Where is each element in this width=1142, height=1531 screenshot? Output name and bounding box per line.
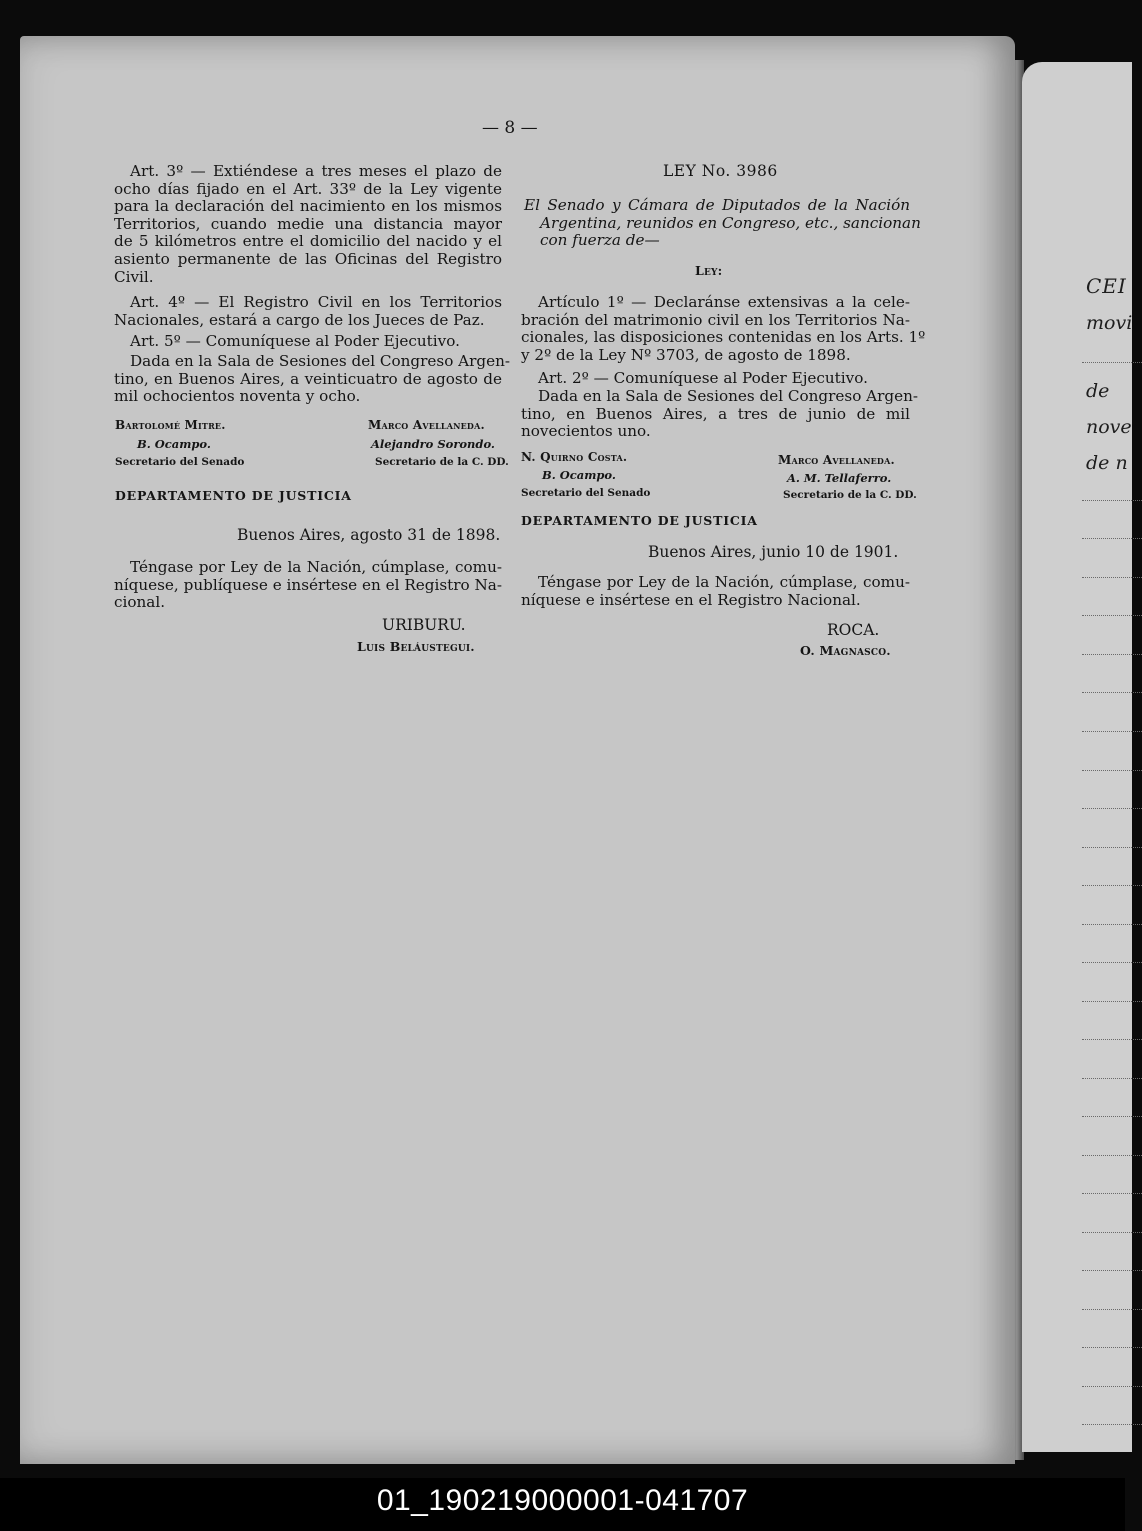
text-line: y 2º de la Ley Nº 3703, de agosto de 1898. xyxy=(521,345,851,364)
text-line: Téngase por Ley de la Nación, cúmplase, comu- xyxy=(130,558,502,576)
dotted-rule xyxy=(1082,1039,1142,1040)
signature-name: Marco Avellaneda. xyxy=(368,418,485,432)
text-line: mil ochocientos noventa y ocho. xyxy=(114,387,361,406)
text-line: asiento permanente de las Oficinas del Registro xyxy=(114,249,502,268)
right-article-2: Art. 2º — Comuníquese al Poder Ejecutivo. xyxy=(538,369,868,387)
text-line: Dada en la Sala de Sesiones del Congreso Argen- xyxy=(130,352,511,370)
signer-minister: Luis Beláustegui. xyxy=(357,639,475,654)
dotted-rule xyxy=(1082,654,1142,655)
left-tengase xyxy=(114,559,502,612)
signature-name: Bartolomé Mitre. xyxy=(115,418,226,432)
signature-secretary: Alejandro Sorondo. xyxy=(371,437,495,451)
text-line: de 5 kilómetros entre el domicilio del nacido y el xyxy=(114,232,502,251)
text-line: Civil. xyxy=(114,267,154,286)
dotted-rule xyxy=(1082,1193,1142,1194)
signature-role: Secretario del Senado xyxy=(521,487,651,499)
facing-page-fragment: CEI xyxy=(1086,274,1127,298)
dotted-rule xyxy=(1082,962,1142,963)
dotted-rule xyxy=(1082,1270,1142,1271)
dotted-rule xyxy=(1082,1347,1142,1348)
dotted-rule xyxy=(1082,615,1142,616)
dotted-rule xyxy=(1082,770,1142,771)
dotted-rule xyxy=(1082,362,1142,363)
dotted-rule xyxy=(1082,1155,1142,1156)
text-line: Art. 4º — El Registro Civil en los Territorios xyxy=(130,293,502,311)
text-line: tino, en Buenos Aires, a tres de junio de mil xyxy=(521,404,910,423)
signer-minister: O. Magnasco. xyxy=(800,643,891,658)
facing-page-fragment: de xyxy=(1086,380,1110,402)
right-preamble xyxy=(521,196,921,250)
dotted-rule xyxy=(1082,1078,1142,1079)
signature-role: Secretario de la C. DD. xyxy=(375,456,509,468)
page-number: — 8 — xyxy=(482,118,538,138)
law-title: LEY No. 3986 xyxy=(663,162,778,180)
signer-president: ROCA. xyxy=(827,621,880,639)
text-line: tino, en Buenos Aires, a veinticuatro de agosto de xyxy=(114,369,502,388)
text-line: cionales, las disposiciones contenidas en los Arts. 1º xyxy=(521,328,926,347)
text-line: cional. xyxy=(114,593,166,612)
facing-page-fragment: de n xyxy=(1086,452,1128,474)
dotted-rule xyxy=(1082,500,1142,501)
text-line: Art. 3º — Extiéndese a tres meses el plazo de xyxy=(130,162,502,180)
signature-secretary: B. Ocampo. xyxy=(137,437,211,451)
dotted-rule xyxy=(1082,538,1142,539)
text-line: novecientos uno. xyxy=(521,422,651,441)
facing-page-fragment: nove xyxy=(1086,416,1132,438)
facing-page-fragment: movi xyxy=(1086,312,1133,334)
department-heading: DEPARTAMENTO DE JUSTICIA xyxy=(115,488,352,503)
text-line: Nacionales, estará a cargo de los Jueces de Paz. xyxy=(114,310,485,329)
left-article-5: Art. 5º — Comuníquese al Poder Ejecutivo. xyxy=(130,332,460,350)
signature-role: Secretario del Senado xyxy=(115,456,245,468)
left-article-3 xyxy=(114,163,502,286)
dotted-rule xyxy=(1082,577,1142,578)
text-line: Téngase por Ley de la Nación, cúmplase, comu- xyxy=(538,573,910,591)
text-line: para la declaración del nacimiento en los mismos xyxy=(114,197,502,216)
text-line: Territorios, cuando medie una distancia mayor xyxy=(114,214,502,233)
text-line: con fuerza de— xyxy=(540,231,660,250)
date-line: Buenos Aires, agosto 31 de 1898. xyxy=(237,526,501,544)
dotted-rule xyxy=(1082,924,1142,925)
left-dada xyxy=(114,352,511,406)
date-line: Buenos Aires, junio 10 de 1901. xyxy=(648,543,899,561)
signature-name: Marco Avellaneda. xyxy=(778,453,895,467)
text-line: bración del matrimonio civil en los Territorios Na- xyxy=(521,310,910,329)
text-line: El Senado y Cámara de Diputados de la Nación xyxy=(524,196,910,214)
dotted-rule xyxy=(1082,1386,1142,1387)
text-line: ocho días fijado en el Art. 33º de la Ley vigente xyxy=(114,179,502,198)
text-line: Argentina, reunidos en Congreso, etc., sancionan xyxy=(540,213,921,232)
facing-page xyxy=(1022,62,1132,1452)
text-line: níquese e insértese en el Registro Nacional. xyxy=(521,590,861,609)
signature-role: Secretario de la C. DD. xyxy=(783,489,917,501)
scan-identifier: 01_190219000001-041707 xyxy=(376,1484,749,1517)
text-line: Dada en la Sala de Sesiones del Congreso Argen- xyxy=(538,387,919,405)
dotted-rule xyxy=(1082,1001,1142,1002)
right-article-1 xyxy=(521,293,926,364)
dotted-rule xyxy=(1082,1232,1142,1233)
signer-president: URIBURU. xyxy=(382,616,466,634)
left-article-4 xyxy=(114,294,502,329)
ley-heading: Ley: xyxy=(695,263,723,278)
text-line: níquese, publíquese e insértese en el Registro Na- xyxy=(114,575,502,594)
dotted-rule xyxy=(1082,847,1142,848)
signature-secretary: A. M. Tellaferro. xyxy=(787,471,892,485)
dotted-rule xyxy=(1082,1116,1142,1117)
signature-secretary: B. Ocampo. xyxy=(542,468,616,482)
dotted-rule xyxy=(1082,1424,1142,1425)
dotted-rule xyxy=(1082,692,1142,693)
right-dada xyxy=(521,387,919,441)
dotted-rule xyxy=(1082,808,1142,809)
department-heading: DEPARTAMENTO DE JUSTICIA xyxy=(521,513,758,528)
dotted-rule xyxy=(1082,1309,1142,1310)
dotted-rule xyxy=(1082,731,1142,732)
text-line: Artículo 1º — Declaránse extensivas a la cele- xyxy=(538,293,910,311)
right-tengase xyxy=(521,574,910,609)
dotted-rule xyxy=(1082,885,1142,886)
signature-name: N. Quirno Costa. xyxy=(521,450,628,464)
